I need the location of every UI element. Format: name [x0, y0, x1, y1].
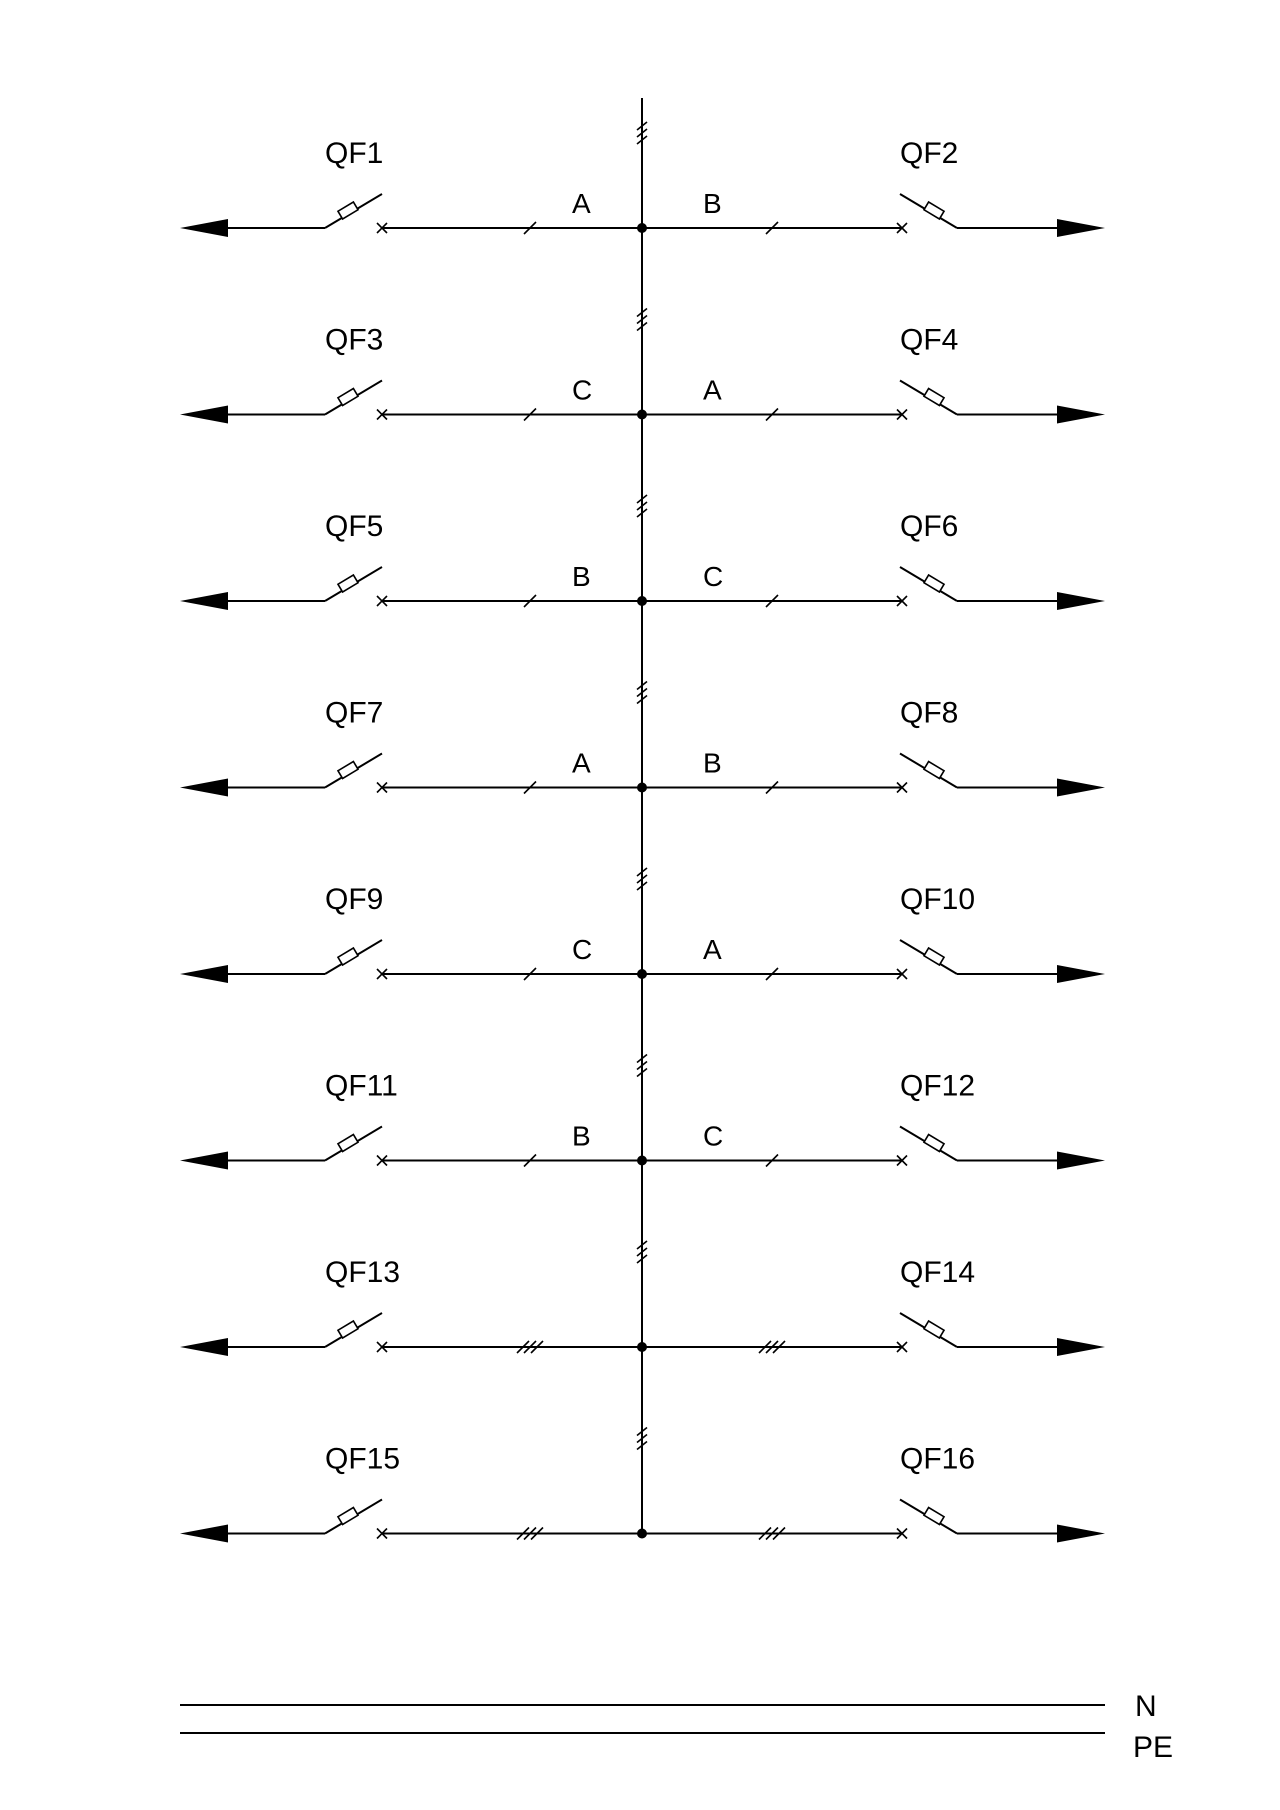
left-breaker-label: QF5 — [325, 510, 384, 543]
left-phase-label: C — [572, 374, 593, 406]
right-breaker-label: QF8 — [900, 696, 959, 730]
left-breaker-label: QF9 — [325, 883, 384, 916]
right-breaker-trip-unit — [924, 1508, 944, 1525]
trunk-pole-marks-1 — [637, 122, 647, 144]
trunk-pole-marks-2 — [637, 309, 647, 331]
right-breaker-trip-unit — [924, 1135, 944, 1152]
right-feeder-arrow — [1057, 965, 1105, 983]
left-breaker-label: QF13 — [325, 1256, 401, 1289]
right-phase-label: C — [703, 1120, 724, 1152]
right-phase-label: B — [703, 188, 722, 219]
right-feeder-arrow — [1057, 592, 1105, 610]
right-breaker-label: QF2 — [900, 137, 959, 170]
left-phase-label: A — [572, 188, 591, 219]
left-breaker-label: QF11 — [325, 1069, 398, 1103]
right-breaker-trip-unit — [924, 762, 944, 779]
right-feeder-arrow — [1057, 779, 1105, 797]
right-phase-label: A — [703, 374, 722, 406]
earth-bus-label: PE — [1133, 1731, 1174, 1764]
left-breaker-trip-unit — [338, 389, 358, 406]
left-breaker-trip-unit — [338, 202, 358, 219]
trunk-pole-marks-4 — [637, 682, 647, 704]
left-breaker-trip-unit — [338, 1508, 358, 1525]
right-breaker-label: QF4 — [900, 323, 959, 357]
right-feeder-arrow — [1057, 406, 1105, 424]
right-phase-label: A — [703, 934, 722, 965]
right-breaker-label: QF16 — [900, 1442, 976, 1476]
right-breaker-label: QF6 — [900, 510, 959, 543]
bottom-buses — [180, 1690, 1173, 1764]
right-breaker-trip-unit — [924, 948, 944, 965]
left-breaker-trip-unit — [338, 1321, 358, 1338]
right-breaker-label: QF12 — [900, 1069, 976, 1103]
left-breaker-label: QF3 — [325, 323, 384, 357]
trunk-pole-marks-6 — [637, 1055, 647, 1077]
left-breaker-label: QF7 — [325, 696, 384, 730]
right-breaker-trip-unit — [924, 575, 944, 592]
right-feeder-arrow — [1057, 1152, 1105, 1170]
left-phase-label: B — [572, 561, 591, 592]
left-breaker-trip-unit — [338, 948, 358, 965]
left-breaker-trip-unit — [338, 1135, 358, 1152]
trunk-pole-marks-7 — [637, 1241, 647, 1263]
trunk-pole-marks-5 — [637, 868, 647, 890]
right-breaker-label: QF14 — [900, 1256, 976, 1289]
left-breaker-trip-unit — [338, 762, 358, 779]
right-breaker-label: QF10 — [900, 883, 976, 916]
right-feeder-arrow — [1057, 219, 1105, 237]
right-breaker-trip-unit — [924, 1321, 944, 1338]
right-feeder-arrow — [1057, 1338, 1105, 1356]
trunk-pole-marks-3 — [637, 495, 647, 517]
left-breaker-label: QF1 — [325, 137, 384, 170]
right-breaker-trip-unit — [924, 389, 944, 406]
left-breaker-trip-unit — [338, 575, 358, 592]
right-phase-label: C — [703, 561, 724, 592]
left-phase-label: C — [572, 934, 593, 965]
neutral-bus-label: N — [1135, 1690, 1157, 1723]
left-breaker-label: QF15 — [325, 1442, 401, 1476]
left-phase-label: B — [572, 1120, 591, 1152]
right-phase-label: B — [703, 747, 722, 779]
left-phase-label: A — [572, 747, 591, 779]
right-breaker-trip-unit — [924, 202, 944, 219]
main-busbar-trunk — [637, 98, 647, 1534]
right-feeder-arrow — [1057, 1525, 1105, 1543]
trunk-pole-marks-8 — [637, 1428, 647, 1450]
